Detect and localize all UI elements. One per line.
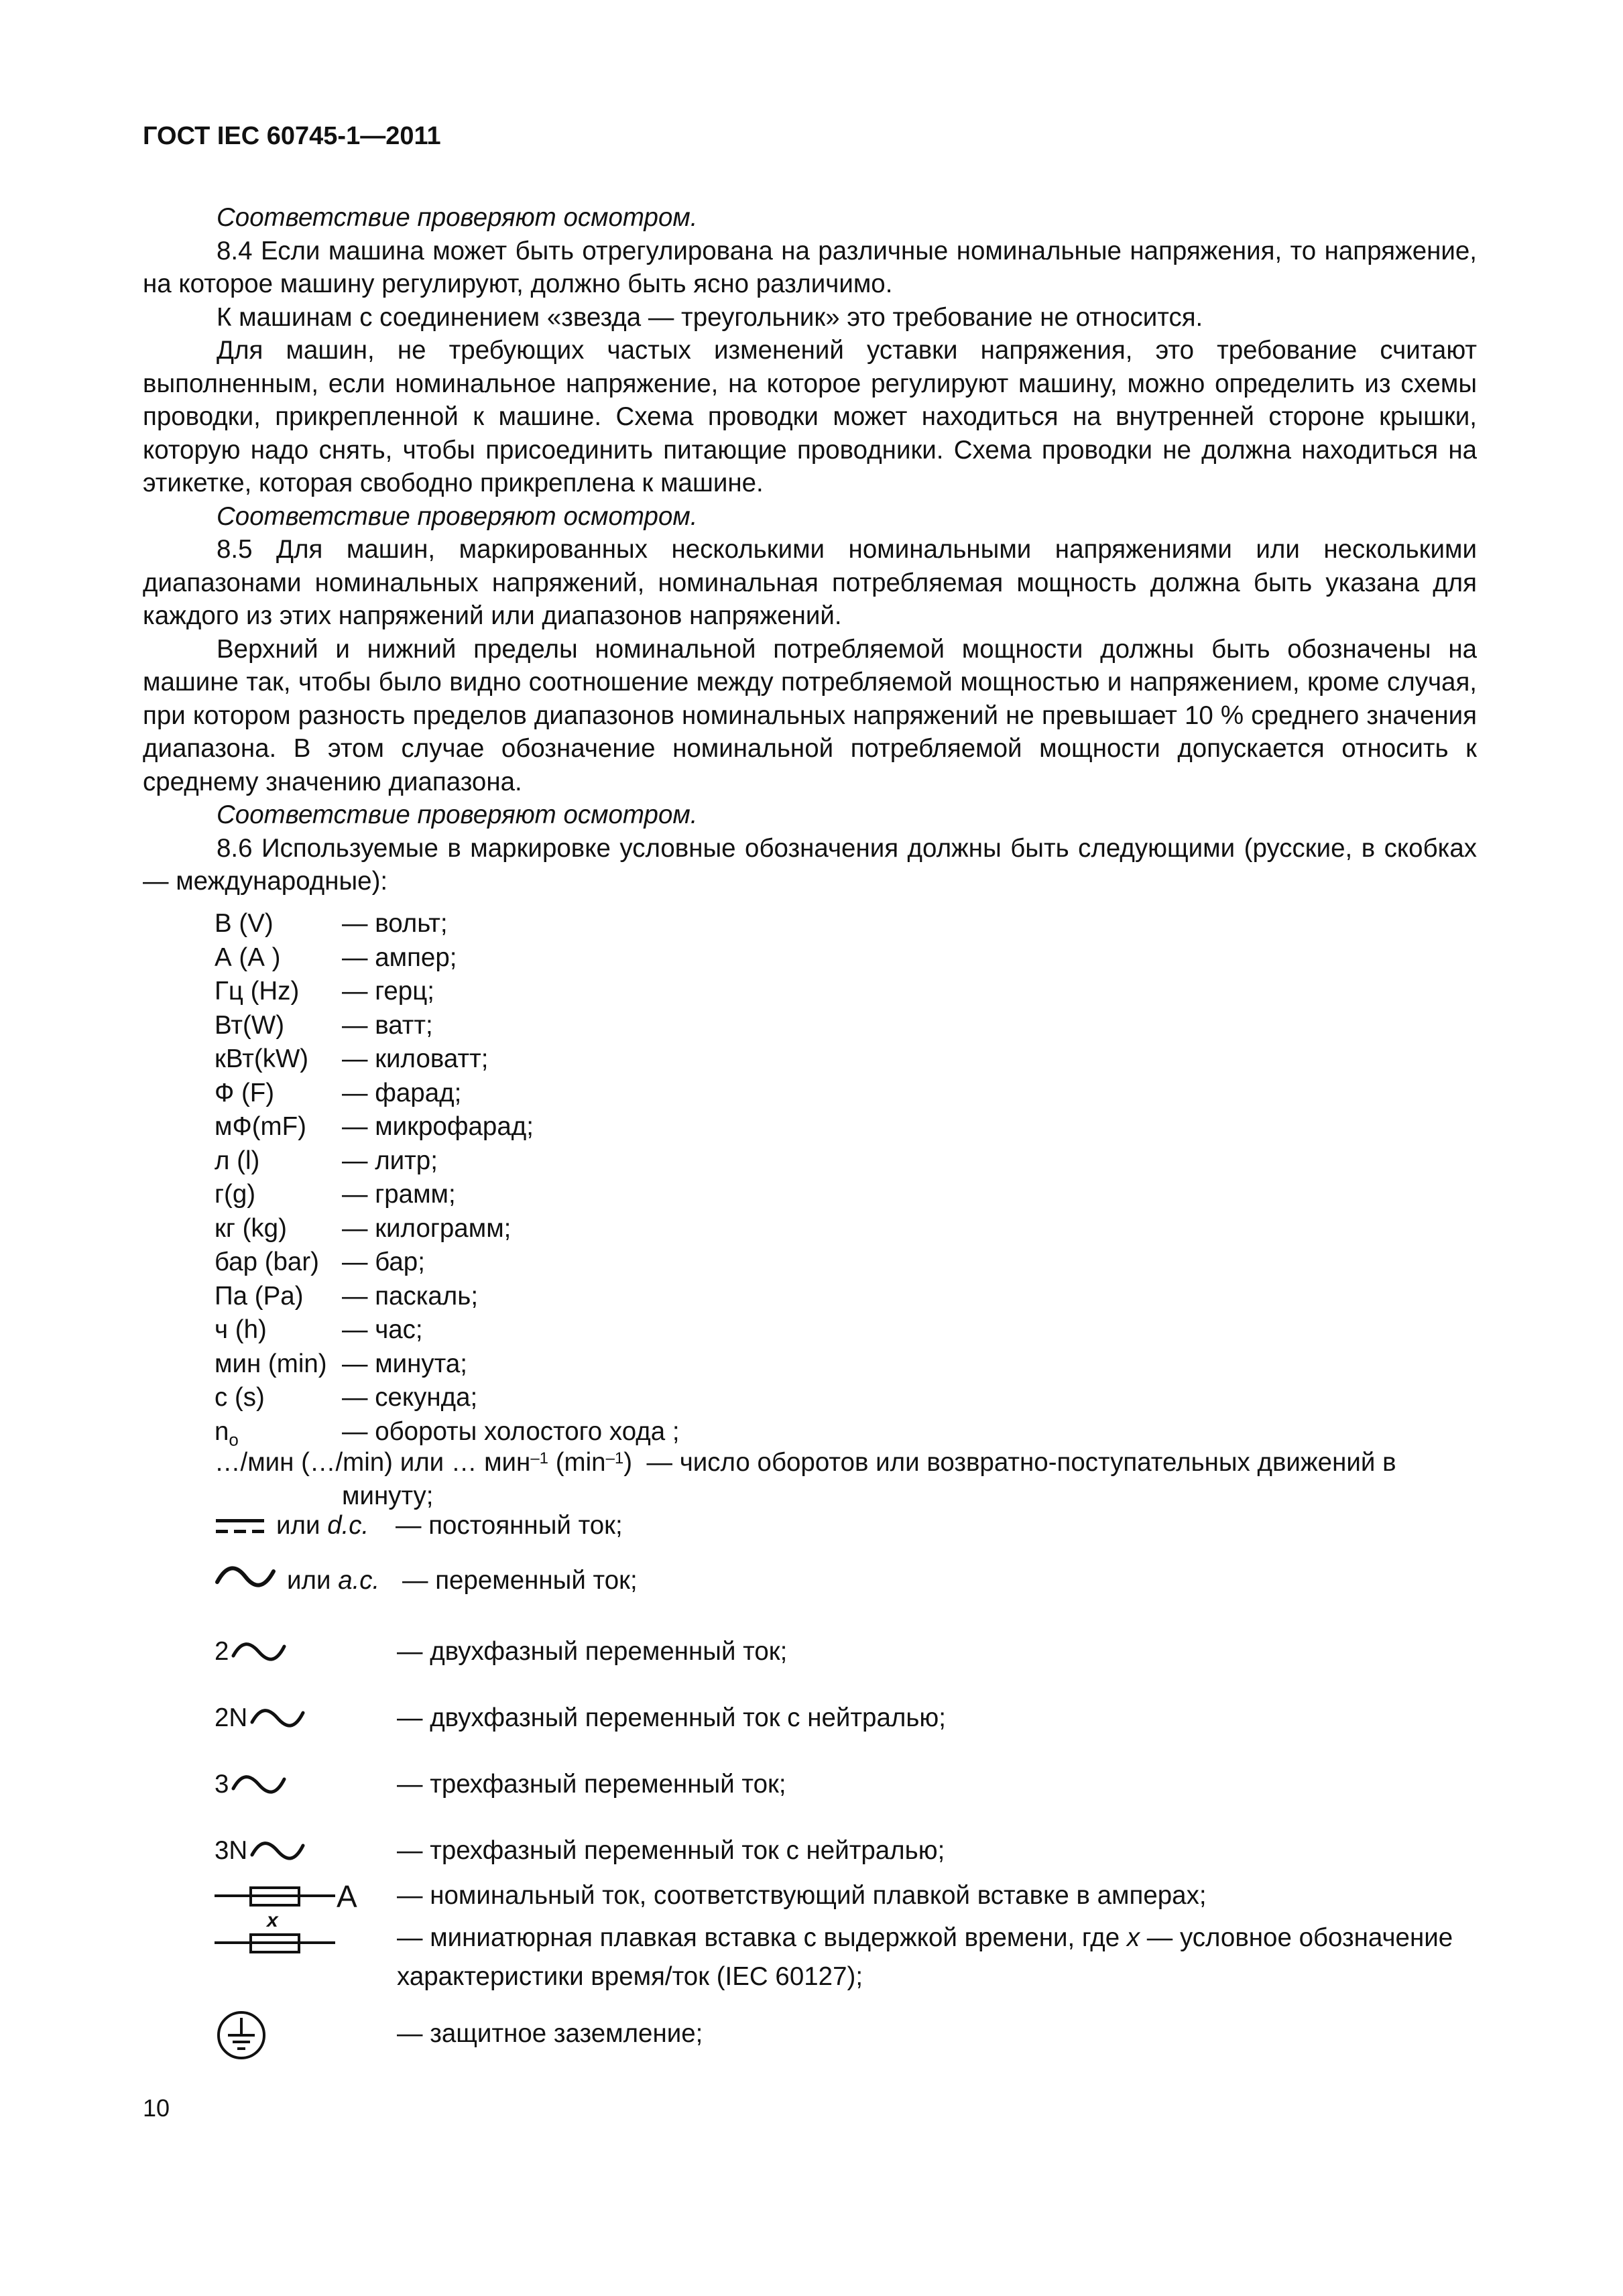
paragraph-compliance-1: Соответствие проверяют осмотром. <box>217 203 698 232</box>
time-fuse-row: x <box>215 1912 389 1966</box>
body-text <box>143 201 1477 898</box>
alternating-current-icon <box>231 1638 287 1665</box>
protective-earth-icon <box>215 2008 268 2062</box>
alternating-current-icon <box>231 1771 287 1798</box>
paragraph-power-limits: Верхний и нижний пределы номинальной потребляемой мощности должны быть обозначены на машине так, чтобы было видно соотношение между потребляемой мощностью и напряжением, кроме случая, при котором разность пределов диапазонов номинальных напряжений не превышает 10 % среднего значения диапазона. В этом случае обозначение номинальной потребляемой мощности допускается относить к среднему значению диапазона. <box>143 634 1477 796</box>
phase-row-3: 3 — трехфазный переменный ток; <box>215 1770 786 1799</box>
paragraph-star-delta: К машинам с соединением «звезда — треугольник» это требование не относится. <box>217 302 1203 332</box>
alternating-current-icon <box>215 1562 276 1591</box>
fuse-icon <box>215 1880 341 1913</box>
page-number: 10 <box>143 2094 170 2122</box>
paragraph-voltage-setting: Для машин, не требующих частых изменений уставки напряжения, это требование считают выполненным, если номинальное напряжение, на которое регулируют машину, можно определить из схемы проводки, прикрепленной к машине. Схема проводки может находиться на внутренней стороне крышки, которую надо снять, чтобы присоединить питающие проводники. Схема проводки не должна находиться на этикетке, которая свободно прикреплена к машине. <box>143 336 1477 497</box>
dc-row: или d.c. — постоянный ток; <box>215 1502 1475 1549</box>
phase-row-2: 2 — двухфазный переменный ток; <box>215 1637 788 1666</box>
ac-row: или a.c. — переменный ток; <box>215 1557 1475 1604</box>
alternating-current-icon <box>249 1705 306 1732</box>
document-header: ГОСТ IEC 60745-1—2011 <box>143 122 441 150</box>
alternating-current-icon <box>249 1837 306 1864</box>
rpm-definition: …/мин (…/min) или … мин$^{-1}$ $(\min^{-1})$ — число оборотов или возвратно-поступательных движений в минуту; <box>215 1448 1396 1510</box>
paragraph-compliance-3: Соответствие проверяют осмотром. <box>217 800 698 829</box>
time-lag-fuse-icon <box>215 1927 341 1960</box>
paragraph-8-5: 8.5 Для машин, маркированных несколькими номинальными напряжениями или несколькими диапазонами номинальных напряжений, номинальная потребляемая мощность должна быть указана для каждого из этих напряжений или диапазонов напряжений. <box>143 535 1477 630</box>
phase-row-2n: 2N — двухфазный переменный ток с нейтралью; <box>215 1703 946 1732</box>
direct-current-icon <box>215 1514 268 1540</box>
earth-row: — защитное заземление; <box>215 2008 1475 2065</box>
paragraph-compliance-2: Соответствие проверяют осмотром. <box>217 501 698 531</box>
time-fuse-description: — миниатюрная плавкая вставка с выдержкой времени, где x — условное обозначение характеристики время/ток (IEC 60127); <box>397 1923 1453 1991</box>
paragraph-8-6: 8.6 Используемые в маркировке условные обозначения должны быть следующими (русские, в скобках — международные): <box>143 833 1477 896</box>
fuse-row: A — номинальный ток, соответствующий плавкой вставке в амперах; <box>215 1877 1475 1915</box>
paragraph-8-4: 8.4 Если машина может быть отрегулирована на различные номинальные напряжения, то напряжение, на которое машину регулируют, должно быть ясно различимо. <box>143 236 1477 298</box>
phase-row-3n: 3N — трехфазный переменный ток с нейтралью; <box>215 1836 945 1865</box>
